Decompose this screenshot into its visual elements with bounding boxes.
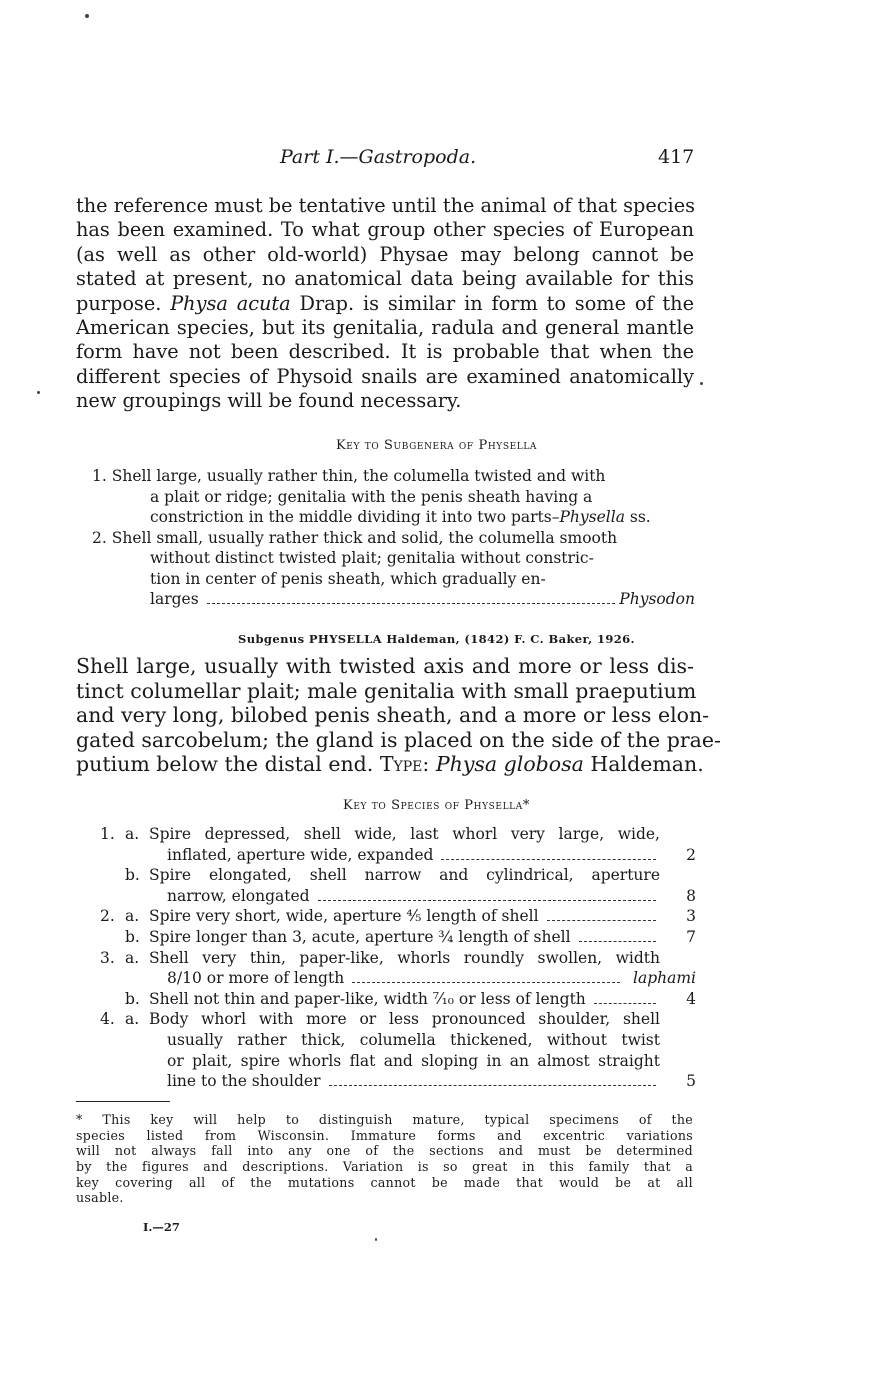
key-reference: 3	[686, 907, 696, 926]
key-reference: 4	[686, 989, 696, 1008]
paragraph-line: Shell large, usually with twisted axis and more or less dis-	[76, 654, 694, 678]
leader-dots	[594, 1003, 656, 1004]
key-species-row	[100, 948, 696, 969]
type-author: Haldeman.	[583, 752, 704, 777]
key-text-content: Spire longer than 3, acute, aperture ¾ length of shell	[149, 927, 571, 946]
footnote-line: * This key will help to distinguish mature, typical specimens of the	[76, 1112, 693, 1127]
key-ref-physodon: Physodon	[619, 590, 695, 608]
key-text	[149, 824, 660, 845]
key-species-row	[100, 906, 696, 927]
type-species: Physa globosa	[435, 752, 584, 777]
key-ref-physella: Physella	[559, 508, 625, 526]
footnote-line: species listed from Wisconsin. Immature forms and excentric variations	[76, 1127, 693, 1143]
key-text	[167, 886, 660, 907]
couplet-letter: b.	[125, 927, 140, 946]
footnote-line: usable.	[76, 1190, 124, 1206]
paragraph-line: gated sarcobelum; the gland is placed on the side of the prae-	[76, 727, 721, 752]
key-species-row	[100, 927, 696, 948]
key-species-row	[100, 968, 696, 989]
leader-dots	[318, 900, 656, 901]
key-ref-suffix: ss.	[624, 508, 651, 526]
scan-speck	[37, 391, 40, 394]
key-line: constriction in the middle dividing it into two parts–Physella ss.	[150, 508, 651, 526]
key-line: 2. Shell small, usually rather thick and solid, the columella smooth	[92, 528, 618, 547]
paragraph-line: stated at present, no anatomical data being available for this	[76, 267, 694, 291]
couplet-number: 3.	[100, 948, 115, 967]
scan-speck	[700, 382, 703, 385]
couplet-letter: a.	[125, 907, 140, 926]
species-name: Physa acuta	[170, 291, 291, 315]
scan-speck	[85, 14, 89, 18]
couplet-letter: b.	[125, 866, 140, 885]
paragraph-line: has been examined. To what group other species of European	[76, 218, 694, 242]
signature-mark: I.—27	[143, 1220, 180, 1234]
key-text	[167, 1051, 660, 1072]
scan-speck	[375, 1238, 377, 1241]
footnote-line: key covering all of the mutations cannot be made that would be at all	[76, 1174, 693, 1190]
footnote-rule	[76, 1101, 170, 1102]
key-line-text: larges	[150, 590, 199, 608]
key-line: without distinct twisted plait; genitalia without constric-	[150, 549, 594, 567]
footnote-line: will not always fall into any one of the sections and must be determined	[76, 1143, 693, 1159]
key-reference: 8	[686, 886, 696, 905]
key-line: 1. Shell large, usually rather thin, the columella twisted and with	[92, 467, 606, 485]
paragraph-line-text: putium below the distal end.	[76, 752, 374, 777]
key-species-row	[100, 824, 696, 845]
key-subgenera	[92, 466, 695, 610]
header-title: Part I.—Gastropoda.	[280, 146, 477, 168]
key-reference: 2	[686, 845, 696, 864]
footnote-line: by the figures and descriptions. Variation is so great in this family that a	[76, 1159, 693, 1175]
key-text-content: line to the shoulder	[167, 1072, 321, 1091]
key-text	[149, 927, 660, 948]
paragraph-line: American species, but its genitalia, radula and general mantle	[76, 315, 694, 339]
key-line-text: constriction in the middle dividing it into two parts	[150, 508, 552, 526]
couplet-letter: b.	[125, 989, 140, 1008]
paragraph-line: the reference must be tentative until the animal of that species	[76, 194, 696, 217]
key-text-content: Spire elongated, shell narrow and cylindrical, aperture	[149, 866, 660, 885]
key-species-row	[100, 1051, 696, 1072]
key-species-row	[100, 865, 696, 886]
leader-dots	[207, 603, 616, 604]
paragraph-line: new groupings will be found necessary.	[76, 389, 462, 413]
key-text	[149, 989, 660, 1010]
key-text-content: inflated, aperture wide, expanded	[167, 845, 434, 864]
paragraph-line: tinct columellar plait; male genitalia with small praeputium	[76, 678, 697, 703]
key-text-content: 8/10 or more of length	[167, 969, 345, 988]
key-species-row	[100, 1071, 696, 1092]
intro-paragraph	[76, 194, 694, 414]
key-reference: 5	[686, 1072, 696, 1091]
key-text	[167, 1071, 660, 1092]
leader-dots	[329, 1085, 656, 1086]
subgenus-heading: Subgenus PHYSELLA Haldeman, (1842) F. C. Baker, 1926.	[238, 632, 635, 646]
paragraph-line: and very long, bilobed penis sheath, and a more or less elon-	[76, 703, 710, 728]
key-line: a plait or ridge; genitalia with the penis sheath having a	[150, 487, 593, 506]
couplet-letter: a.	[125, 948, 140, 967]
leader-dots	[352, 982, 620, 983]
couplet-letter: a.	[125, 1010, 140, 1029]
key-text	[167, 1030, 660, 1051]
key-text	[167, 968, 624, 989]
running-header	[0, 146, 873, 172]
paragraph-line: (as well as other old-world) Physae may belong cannot be	[76, 242, 694, 266]
key-text	[149, 948, 660, 969]
key-text-content: usually rather thick, columella thickened, without twist	[167, 1030, 660, 1049]
couplet-number: 4.	[100, 1010, 115, 1029]
key-species-row	[100, 845, 696, 866]
key-text-content: narrow, elongated	[167, 886, 310, 905]
key-species-row	[100, 1030, 696, 1051]
key-text	[149, 865, 660, 886]
key-text	[149, 1009, 660, 1030]
paragraph-line: purpose. Physa acuta Drap. is similar in form to some of the	[76, 291, 694, 315]
couplet-number: 2.	[100, 907, 115, 926]
key-species-row	[100, 989, 696, 1010]
footnote	[76, 1112, 693, 1206]
key-text-content: Body whorl with more or less pronounced shoulder, shell	[149, 1010, 660, 1029]
key-species-title: Key to Species of Physella*	[343, 798, 530, 813]
key-text-content: Spire very short, wide, aperture ⅘ length of shell	[149, 907, 539, 926]
subgenus-paragraph	[76, 654, 721, 777]
type-label: Type:	[379, 752, 430, 777]
key-reference: laphami	[633, 969, 696, 988]
key-text-content: Shell not thin and paper-like, width ⁷⁄₁₀ or less of length	[149, 989, 586, 1008]
key-text	[167, 845, 660, 866]
key-line	[92, 589, 695, 610]
leader-dots	[579, 941, 656, 942]
key-species-row	[100, 886, 696, 907]
paragraph-line	[76, 752, 704, 777]
key-subgenera-title: Key to Subgenera of Physella	[335, 438, 538, 453]
leader-dots	[547, 920, 656, 921]
key-text	[149, 906, 660, 927]
paragraph-line: form have not been described. It is probable that when the	[76, 340, 694, 364]
page-number: 417	[658, 146, 695, 168]
leader-dots	[441, 859, 656, 860]
couplet-number: 1.	[100, 825, 115, 843]
key-species-row	[100, 1009, 696, 1030]
key-line: tion in center of penis sheath, which gradually en-	[150, 569, 546, 588]
paragraph-line: different species of Physoid snails are examined anatomically	[76, 364, 694, 388]
key-text-content: or plait, spire whorls flat and sloping in an almost straight	[167, 1051, 660, 1070]
couplet-letter: a.	[125, 825, 140, 843]
key-reference: 7	[686, 927, 696, 946]
key-text-content: Shell very thin, paper-like, whorls roundly swollen, width	[149, 948, 660, 967]
key-species	[100, 824, 696, 1092]
key-text-content: Spire depressed, shell wide, last whorl very large, wide,	[149, 825, 660, 843]
